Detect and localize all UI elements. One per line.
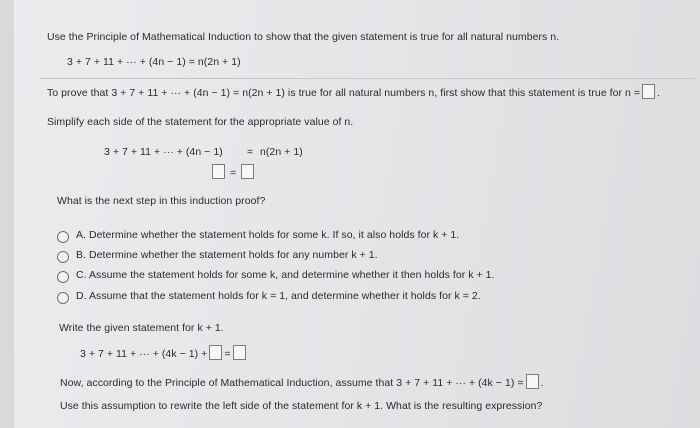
statement-equation: 3 + 7 + 11 + ··· + (4n − 1) = n(2n + 1) (67, 56, 241, 68)
option-c-text: Assume the statement holds for some k, and determine whether it then holds for k + 1. (89, 269, 495, 281)
base-case-prompt-suffix: . (657, 87, 661, 99)
option-b-radio[interactable] (57, 251, 69, 263)
base-equals: = (247, 146, 254, 158)
assumption-suffix: . (540, 377, 544, 389)
k-plus-1-prompt: Write the given statement for k + 1. (59, 322, 224, 334)
option-b-letter: B. (76, 249, 87, 261)
option-d-radio[interactable] (57, 292, 69, 304)
divider (40, 78, 695, 79)
simplified-equals: = (229, 167, 237, 179)
option-a-radio[interactable] (57, 231, 69, 243)
assumption-input[interactable] (526, 374, 539, 389)
option-a[interactable] (76, 229, 459, 241)
base-left-expr: 3 + 7 + 11 + ··· + (4n − 1) (104, 146, 223, 158)
assumption-prompt (60, 374, 544, 389)
option-c[interactable] (76, 269, 495, 281)
right-side-input[interactable] (241, 164, 254, 179)
option-b[interactable] (76, 249, 378, 261)
left-edge (0, 0, 14, 428)
option-c-radio[interactable] (57, 271, 69, 283)
k-plus-1-equation (80, 345, 248, 360)
n-value-input[interactable] (642, 84, 655, 99)
option-a-text: Determine whether the statement holds for some k. If so, it also holds for k + 1. (89, 229, 460, 241)
option-d-letter: D. (76, 290, 87, 302)
option-d[interactable] (76, 290, 481, 302)
assumption-text: Now, according to the Principle of Mathematical Induction, assume that 3 + 7 + 11 + ··· + (4k − 1) = (60, 377, 524, 389)
k-plus-1-right-input[interactable] (233, 345, 246, 360)
option-a-letter: A. (76, 229, 87, 241)
k-plus-1-expr: 3 + 7 + 11 + ··· + (4k − 1) + (80, 348, 208, 360)
base-case-prompt (47, 84, 660, 99)
option-c-letter: C. (76, 269, 87, 281)
next-term-input[interactable] (209, 345, 222, 360)
rewrite-prompt: Use this assumption to rewrite the left side of the statement for k + 1. What is the resulting expression? (60, 400, 543, 412)
k-plus-1-equals: = (224, 348, 231, 360)
base-case-prompt-text: To prove that 3 + 7 + 11 + ··· + (4n − 1) = n(2n + 1) is true for all natural numbers n, first show that this statement is true for n = (47, 87, 641, 99)
option-d-text: Assume that the statement holds for k = 1, and determine whether it holds for k = 2. (89, 290, 481, 302)
base-simplified-row (210, 164, 256, 179)
base-right-expr: n(2n + 1) (260, 146, 303, 158)
instruction-text: Use the Principle of Mathematical Induction to show that the given statement is true for all natural numbers n. (47, 31, 560, 43)
simplify-prompt: Simplify each side of the statement for the appropriate value of n. (47, 116, 354, 128)
left-side-input[interactable] (212, 164, 225, 179)
next-step-question: What is the next step in this induction proof? (57, 195, 266, 207)
option-b-text: Determine whether the statement holds for any number k + 1. (89, 249, 378, 261)
